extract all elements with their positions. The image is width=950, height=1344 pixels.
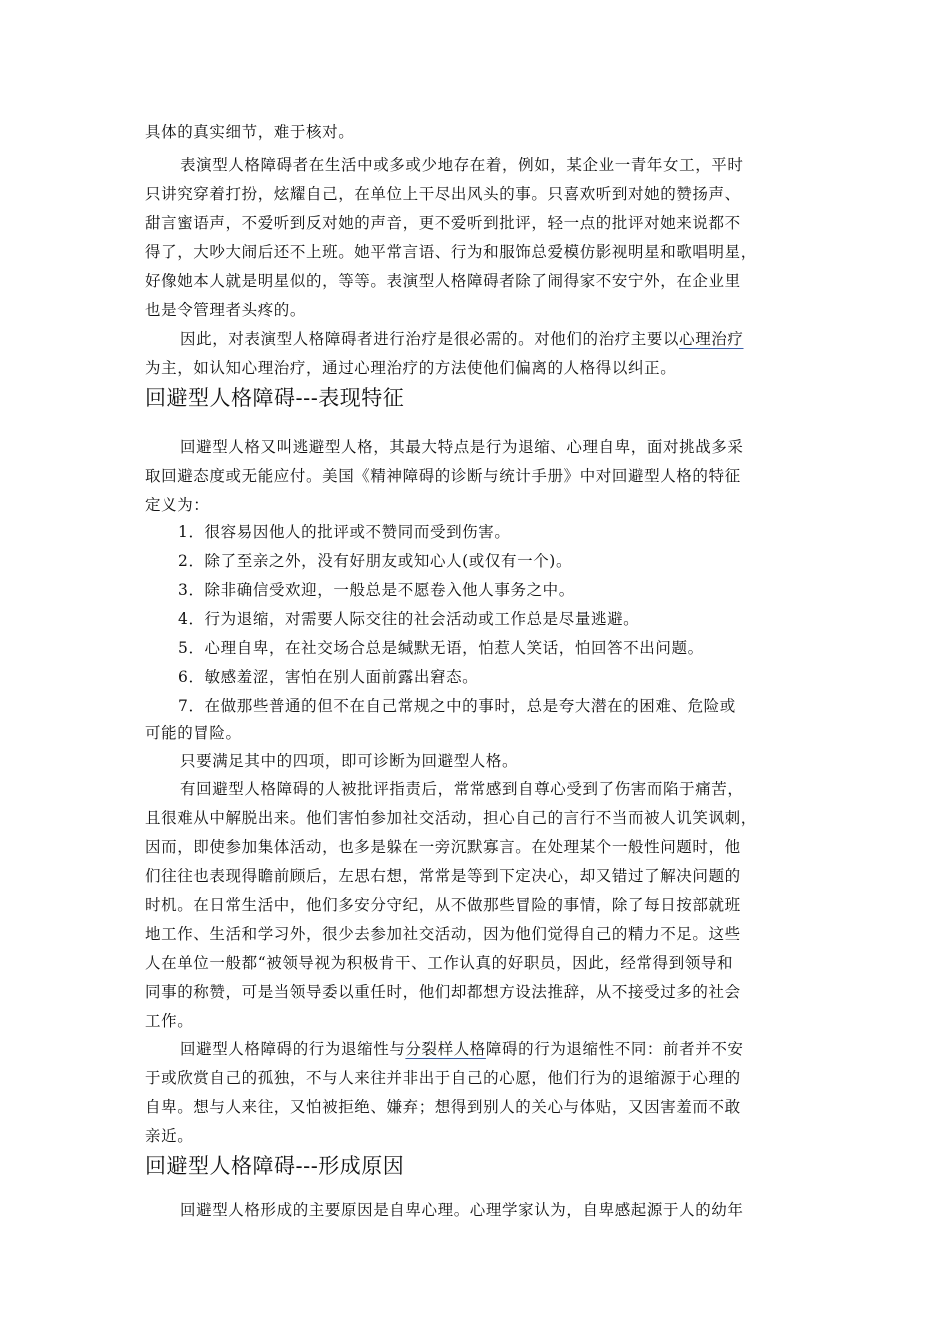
schizoid-personality-link[interactable]: 分裂样人格 — [405, 1040, 486, 1058]
paragraph-line: 同事的称赞，可是当领导委以重任时，他们却都想方设法推辞，从不接受过多的社会 — [145, 983, 741, 1001]
list-item: 4．行为退缩，对需要人际交往的社会活动或工作总是尽量逃避。 — [178, 610, 640, 628]
list-item: 7．在做那些普通的但不在自己常规之中的事时，总是夸大潜在的困难、危险或 — [178, 697, 736, 715]
paragraph-line: 时机。在日常生活中，他们多安分守纪，从不做那些冒险的事情，除了每日按部就班 — [145, 896, 741, 914]
list-item: 6．敏感羞涩，害怕在别人面前露出窘态。 — [178, 668, 479, 686]
paragraph-line: 为主，如认知心理治疗，通过心理治疗的方法使他们偏离的人格得以纠正。 — [145, 359, 677, 377]
paragraph-line: 有回避型人格障碍的人被批评指责后，常常感到自尊心受到了伤害而陷于痛苦， — [180, 780, 744, 798]
list-item-continuation: 可能的冒险。 — [145, 724, 242, 742]
paragraph-line: 具体的真实细节，难于核对。 — [145, 123, 355, 141]
paragraph-line: 亲近。 — [145, 1127, 194, 1145]
text-run: 回避型人格障碍的行为退缩性与 — [180, 1040, 406, 1058]
list-item: 2．除了至亲之外，没有好朋友或知心人(或仅有一个)。 — [178, 552, 573, 570]
paragraph-line: 地工作、生活和学习外，很少去参加社交活动，因为他们觉得自己的精力不足。这些 — [145, 925, 741, 943]
list-item: 1．很容易因他人的批评或不赞同而受到伤害。 — [178, 523, 511, 541]
paragraph-line: 因而，即使参加集体活动，也多是躲在一旁沉默寡言。在处理某个一般性问题时，他 — [145, 838, 741, 856]
paragraph-line: 表演型人格障碍者在生活中或多或少地存在着，例如，某企业一青年女工，平时 — [180, 156, 744, 174]
paragraph-line: 只要满足其中的四项，即可诊断为回避型人格。 — [180, 752, 519, 770]
paragraph-line: 自卑。想与人来往，又怕被拒绝、嫌弃；想得到别人的关心与体贴，又因害羞而不敢 — [145, 1098, 741, 1116]
paragraph-line: 于或欣赏自己的孤独，不与人来往并非出于自己的心愿，他们行为的退缩源于心理的 — [145, 1069, 741, 1087]
section-heading: 回避型人格障碍---表现特征 — [145, 386, 405, 410]
section-heading: 回避型人格障碍---形成原因 — [145, 1154, 405, 1178]
paragraph-line: 回避型人格形成的主要原因是自卑心理。心理学家认为，自卑感起源于人的幼年 — [180, 1201, 744, 1219]
paragraph-line — [180, 1037, 744, 1059]
paragraph-line: 也是令管理者头疼的。 — [145, 301, 307, 319]
list-item: 5．心理自卑，在社交场合总是缄默无语，怕惹人笑话，怕回答不出问题。 — [178, 639, 704, 657]
paragraph-line: 且很难从中解脱出来。他们害怕参加社交活动，担心自己的言行不当而被人讥笑讽刺， — [145, 809, 757, 827]
text-run: 因此，对表演型人格障碍者进行治疗是很必需的。对他们的治疗主要以 — [180, 330, 680, 348]
paragraph-line: 回避型人格又叫逃避型人格，其最大特点是行为退缩、心理自卑，面对挑战多采 — [180, 438, 744, 456]
psychotherapy-link[interactable]: 心理治疗 — [679, 330, 744, 348]
paragraph-line: 得了，大吵大闹后还不上班。她平常言语、行为和服饰总爱模仿影视明星和歌唱明星， — [145, 243, 757, 261]
paragraph-line — [180, 327, 744, 349]
list-item: 3．除非确信受欢迎，一般总是不愿卷入他人事务之中。 — [178, 581, 575, 599]
paragraph-line: 人在单位一般都“被领导视为积极肯干、工作认真的好职员，因此，经常得到领导和 — [145, 954, 734, 972]
paragraph-line: 取回避态度或无能应付。美国《精神障碍的诊断与统计手册》中对回避型人格的特征 — [145, 467, 741, 485]
paragraph-line: 好像她本人就是明星似的，等等。表演型人格障碍者除了闹得家不安宁外，在企业里 — [145, 272, 741, 290]
paragraph-line: 工作。 — [145, 1012, 194, 1030]
text-run: 障碍的行为退缩性不同：前者并不安 — [485, 1040, 744, 1058]
paragraph-line: 定义为： — [145, 496, 210, 514]
paragraph-line: 们往往也表现得瞻前顾后，左思右想，常常是等到下定决心，却又错过了解决问题的 — [145, 867, 741, 885]
paragraph-line: 甜言蜜语声，不爱听到反对她的声音，更不爱听到批评，轻一点的批评对她来说都不 — [145, 214, 741, 232]
paragraph-line: 只讲究穿着打扮，炫耀自己，在单位上干尽出风头的事。只喜欢听到对她的赞扬声、 — [145, 185, 741, 203]
